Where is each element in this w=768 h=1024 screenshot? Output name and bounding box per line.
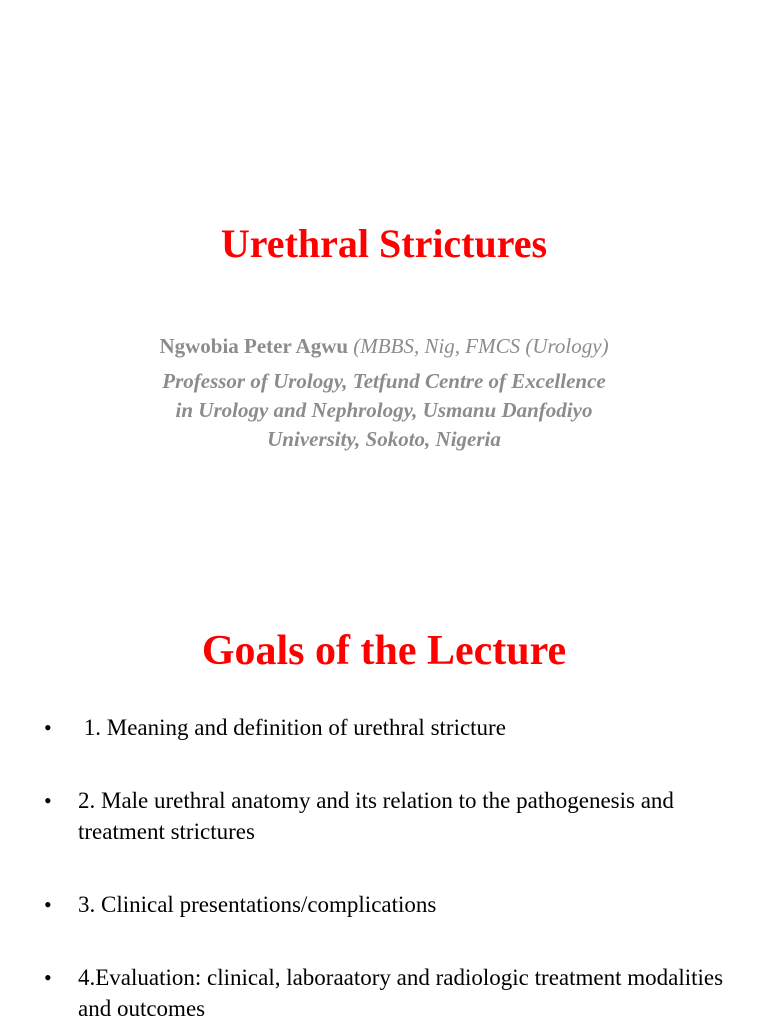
slide-title: Urethral Strictures [220,221,548,266]
goals-title: Goals of the Lecture [201,628,567,674]
goals-list [0,712,768,1024]
goal-item-2 [0,785,768,847]
goal-item-3 [0,889,768,920]
goal-text: 3. Clinical presentations/complications [78,892,437,917]
bullet-icon: • [44,788,52,813]
goal-text: 1. Meaning and definition of urethral stricture [78,715,506,740]
affiliation-line-2: in Urology and Nephrology, Usmanu Danfodiyo [175,398,593,422]
author-block [84,332,684,454]
goals-slide [0,576,768,1024]
bullet-icon: • [44,965,52,990]
author-degrees: (MBBS, Nig, FMCS (Urology) [353,334,609,358]
author-name: Ngwobia Peter Agwu [159,334,349,358]
goal-text: 4.Evaluation: clinical, laboraatory and radiologic treatment modalities and outcomes [78,965,724,1021]
bullet-icon: • [44,892,52,917]
affiliation-line-1: Professor of Urology, Tetfund Centre of Excellence [162,369,606,393]
bullet-icon: • [44,715,52,740]
affiliation-line-3: University, Sokoto, Nigeria [267,427,501,451]
goal-text: 2. Male urethral anatomy and its relation to the pathogenesis and treatment strictures [78,788,674,844]
goal-item-4 [0,962,768,1024]
author-line [84,332,684,361]
goal-item-1 [0,712,768,743]
